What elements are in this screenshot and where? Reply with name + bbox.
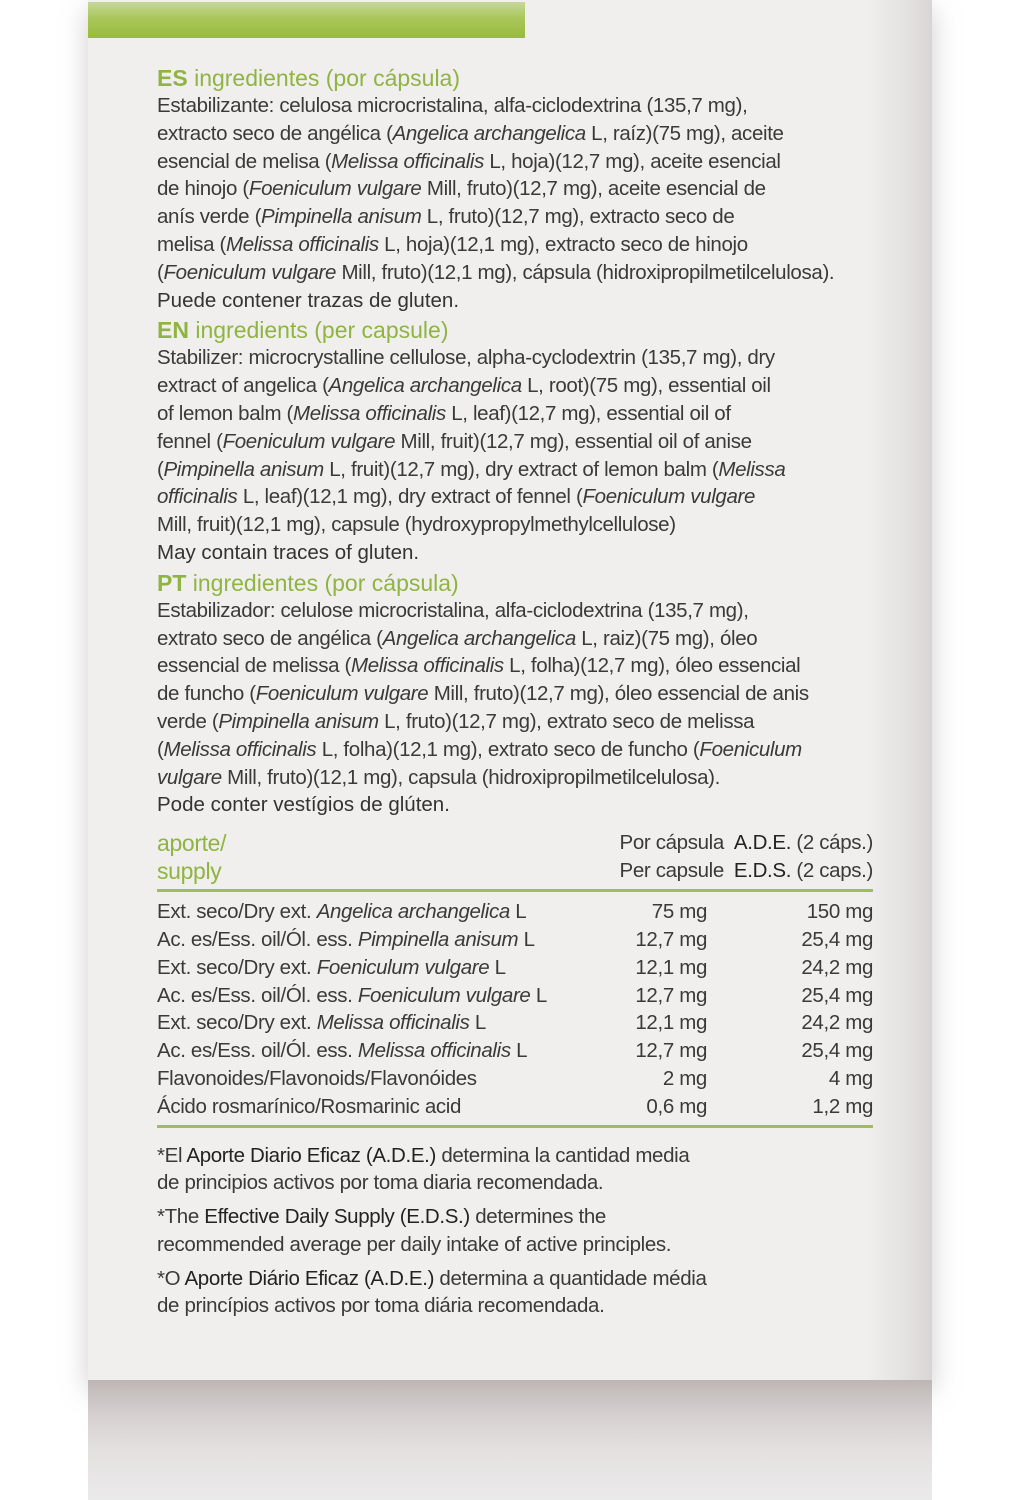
- table-row: [157, 982, 873, 1010]
- ingredient-line: Stabilizer: microcrystalline cellulose, alpha-cyclodextrin (135,7 mg), dry: [157, 346, 775, 370]
- footnote-text: determina la cantidad media: [435, 1143, 690, 1167]
- species-name: Melissa officinalis: [357, 1039, 511, 1063]
- gluten-warning: May contain traces of gluten.: [157, 540, 420, 564]
- table-row: [157, 1065, 873, 1093]
- footnote: [157, 1203, 887, 1259]
- ade-caps: (2 cáps.): [791, 831, 873, 855]
- footnote-line1: [157, 1265, 887, 1293]
- ingredient-type: Ac. es/Ess. oil/Ól. ess.: [157, 1039, 358, 1063]
- package-shadow: [88, 1380, 932, 1500]
- ingredient-line: de funcho (Foeniculum vulgare Mill, fruto)(12,7 mg), óleo essencial de anis: [157, 682, 809, 706]
- ingredient-type: Ac. es/Ess. oil/Ól. ess.: [157, 927, 358, 951]
- ingredient-type: Ext. seco/Dry ext.: [157, 900, 317, 924]
- gluten-warning: Puede contener trazas de gluten.: [157, 288, 460, 312]
- species-author: L: [489, 955, 506, 979]
- ade-label: A.D.E.: [733, 831, 792, 855]
- ingredient-name: [157, 982, 617, 1010]
- ingredient-name: [157, 954, 617, 982]
- ingredient-line: essencial de melissa (Melissa officinalis L, folha)(12,7 mg), óleo essencial: [157, 654, 801, 678]
- per-capsule-header-en: Per capsule: [619, 859, 724, 883]
- per-capsule-value: 12,1 mg: [635, 1011, 707, 1035]
- per-capsule-header-es: Por cápsula: [619, 831, 724, 855]
- supply-table: [157, 829, 873, 1127]
- supply-table-header: [157, 829, 873, 892]
- footnote-term: Aporte Diario Eficaz (A.D.E.): [186, 1143, 436, 1167]
- daily-value: 24,2 mg: [801, 1011, 873, 1035]
- supply-table-body: [157, 892, 873, 1127]
- footnote-text: determina a quantidade média: [434, 1266, 707, 1290]
- green-header-bar: [88, 2, 525, 38]
- daily-value: 25,4 mg: [801, 1039, 873, 1063]
- section-title: ingredientes (por cápsula): [192, 569, 459, 596]
- ingredient-line: extrato seco de angélica (Angelica archangelica L, raiz)(75 mg), óleo: [157, 626, 758, 650]
- species-name: Pimpinella anisum: [357, 927, 519, 951]
- ingredient-line: esencial de melisa (Melissa officinalis L, hoja)(12,7 mg), aceite esencial: [157, 149, 781, 173]
- supply-column-headers: [620, 829, 874, 885]
- table-row: [157, 954, 873, 982]
- section-heading: [157, 569, 887, 597]
- table-row: [157, 898, 873, 926]
- section-title: ingredients (per capsule): [195, 317, 449, 344]
- footnote-term: Aporte Diário Eficaz (A.D.E.): [184, 1266, 435, 1290]
- gluten-warning: Pode conter vestígios de glúten.: [157, 793, 450, 817]
- species-author: L: [510, 1039, 528, 1063]
- ingredients-section-pt: [157, 569, 887, 819]
- label-content: [157, 64, 887, 1326]
- ingredient-name: [157, 1037, 617, 1065]
- footnote-line1: [157, 1203, 887, 1231]
- per-capsule-value: 75 mg: [651, 900, 707, 924]
- ingredient-line: officinalis L, leaf)(12,1 mg), dry extract of fennel (Foeniculum vulgare: [157, 485, 756, 509]
- footnote-prefix: *El: [157, 1143, 187, 1167]
- language-code: EN: [157, 317, 189, 344]
- ingredient-line: (Foeniculum vulgare Mill, fruto)(12,1 mg), cápsula (hidroxipropilmetilcelulosa).: [157, 260, 835, 284]
- ingredient-line: verde (Pimpinella anisum L, fruto)(12,7 mg), extrato seco de melissa: [157, 709, 755, 733]
- footnote: [157, 1265, 887, 1321]
- ingredient-line: of lemon balm (Melissa officinalis L, leaf)(12,7 mg), essential oil of: [157, 401, 731, 425]
- table-row: [157, 1009, 873, 1037]
- per-capsule-value: 12,7 mg: [635, 927, 707, 951]
- ingredient-line: extracto seco de angélica (Angelica archangelica L, raíz)(75 mg), aceite: [157, 121, 784, 145]
- species-name: Foeniculum vulgare: [357, 983, 531, 1007]
- species-name: Angelica archangelica: [316, 900, 510, 924]
- footnote-line2: de princípios activos por toma diária recomendada.: [157, 1294, 605, 1318]
- ingredient-line: de hinojo (Foeniculum vulgare Mill, fruto)(12,7 mg), aceite esencial de: [157, 177, 766, 201]
- per-capsule-value: 12,1 mg: [635, 955, 707, 979]
- ingredient-name: [157, 898, 617, 926]
- supply-title-line1: aporte/: [157, 830, 227, 857]
- ingredient-line: melisa (Melissa officinalis L, hoja)(12,1 mg), extracto seco de hinojo: [157, 232, 748, 256]
- footnote-text: determines the: [469, 1205, 606, 1229]
- daily-value: 150 mg: [806, 900, 873, 924]
- table-row: [157, 926, 873, 954]
- supply-title: [157, 829, 226, 885]
- species-name: Foeniculum vulgare: [316, 955, 490, 979]
- daily-value: 24,2 mg: [801, 955, 873, 979]
- daily-value: 25,4 mg: [801, 983, 873, 1007]
- ingredient-name: [157, 1093, 617, 1121]
- footnote-prefix: *O: [157, 1266, 185, 1290]
- language-code: ES: [157, 65, 188, 91]
- section-heading: [157, 316, 887, 344]
- table-row: [157, 1093, 873, 1121]
- ingredients-section-es: [157, 64, 887, 314]
- ingredient-line: extract of angelica (Angelica archangelica L, root)(75 mg), essential oil: [157, 374, 771, 398]
- ingredient-line: Mill, fruit)(12,1 mg), capsule (hydroxypropylmethylcellulose): [157, 513, 676, 537]
- species-author: L: [530, 983, 547, 1007]
- ingredient-sections: [157, 64, 887, 819]
- footnote-line2: de principios activos por toma diaria recomendada.: [157, 1171, 604, 1195]
- ingredient-line: vulgare Mill, fruto)(12,1 mg), capsula (hidroxipropilmetilcelulosa).: [157, 765, 720, 789]
- header-row-en: [620, 857, 874, 885]
- species-author: L: [518, 927, 535, 951]
- species-author: L: [469, 1011, 486, 1035]
- ingredient-type: Flavonoides/Flavonoids/Flavonóides: [157, 1066, 477, 1090]
- footnote-line1: [157, 1142, 887, 1170]
- footnote-prefix: *The: [157, 1205, 205, 1229]
- ingredient-type: Ácido rosmarínico/Rosmarinic acid: [157, 1094, 462, 1118]
- section-heading: [157, 64, 887, 92]
- section-title: ingredientes (por cápsula): [194, 65, 461, 91]
- ingredient-type: Ext. seco/Dry ext.: [157, 955, 317, 979]
- supply-title-line2: supply: [157, 858, 222, 885]
- footnote-term: Effective Daily Supply (E.D.S.): [204, 1205, 470, 1229]
- eds-label: E.D.S.: [733, 859, 792, 883]
- ingredient-name: [157, 926, 617, 954]
- eds-caps: (2 caps.): [791, 859, 873, 883]
- ingredient-name: [157, 1065, 617, 1093]
- species-name: Melissa officinalis: [316, 1011, 470, 1035]
- ingredient-line: Estabilizante: celulosa microcristalina, alfa-ciclodextrina (135,7 mg),: [157, 94, 748, 117]
- ingredient-line: (Pimpinella anisum L, fruit)(12,7 mg), dry extract of lemon balm (Melissa: [157, 457, 786, 481]
- per-capsule-value: 2 mg: [662, 1066, 707, 1090]
- daily-value: 1,2 mg: [812, 1094, 873, 1118]
- daily-value: 25,4 mg: [801, 927, 873, 951]
- footnote: [157, 1142, 887, 1198]
- per-capsule-value: 12,7 mg: [635, 983, 707, 1007]
- daily-value: 4 mg: [828, 1066, 873, 1090]
- ingredient-type: Ext. seco/Dry ext.: [157, 1011, 317, 1035]
- ingredient-line: anís verde (Pimpinella anisum L, fruto)(12,7 mg), extracto seco de: [157, 205, 735, 229]
- footnote-line2: recommended average per daily intake of active principles.: [157, 1232, 672, 1256]
- species-author: L: [509, 900, 527, 924]
- per-capsule-value: 12,7 mg: [635, 1039, 707, 1063]
- footnotes: [157, 1142, 887, 1321]
- table-row: [157, 1037, 873, 1065]
- per-capsule-value: 0,6 mg: [646, 1094, 707, 1118]
- ingredient-type: Ac. es/Ess. oil/Ól. ess.: [157, 983, 358, 1007]
- ingredient-line: Estabilizador: celulose microcristalina, alfa-ciclodextrina (135,7 mg),: [157, 598, 749, 622]
- header-row-es: [620, 829, 874, 857]
- ingredients-section-en: [157, 316, 887, 566]
- language-code: PT: [157, 569, 187, 596]
- ingredient-name: [157, 1009, 617, 1037]
- ingredient-line: fennel (Foeniculum vulgare Mill, fruit)(12,7 mg), essential oil of anise: [157, 429, 752, 453]
- ingredient-line: (Melissa officinalis L, folha)(12,1 mg), extrato seco de funcho (Foeniculum: [157, 737, 802, 761]
